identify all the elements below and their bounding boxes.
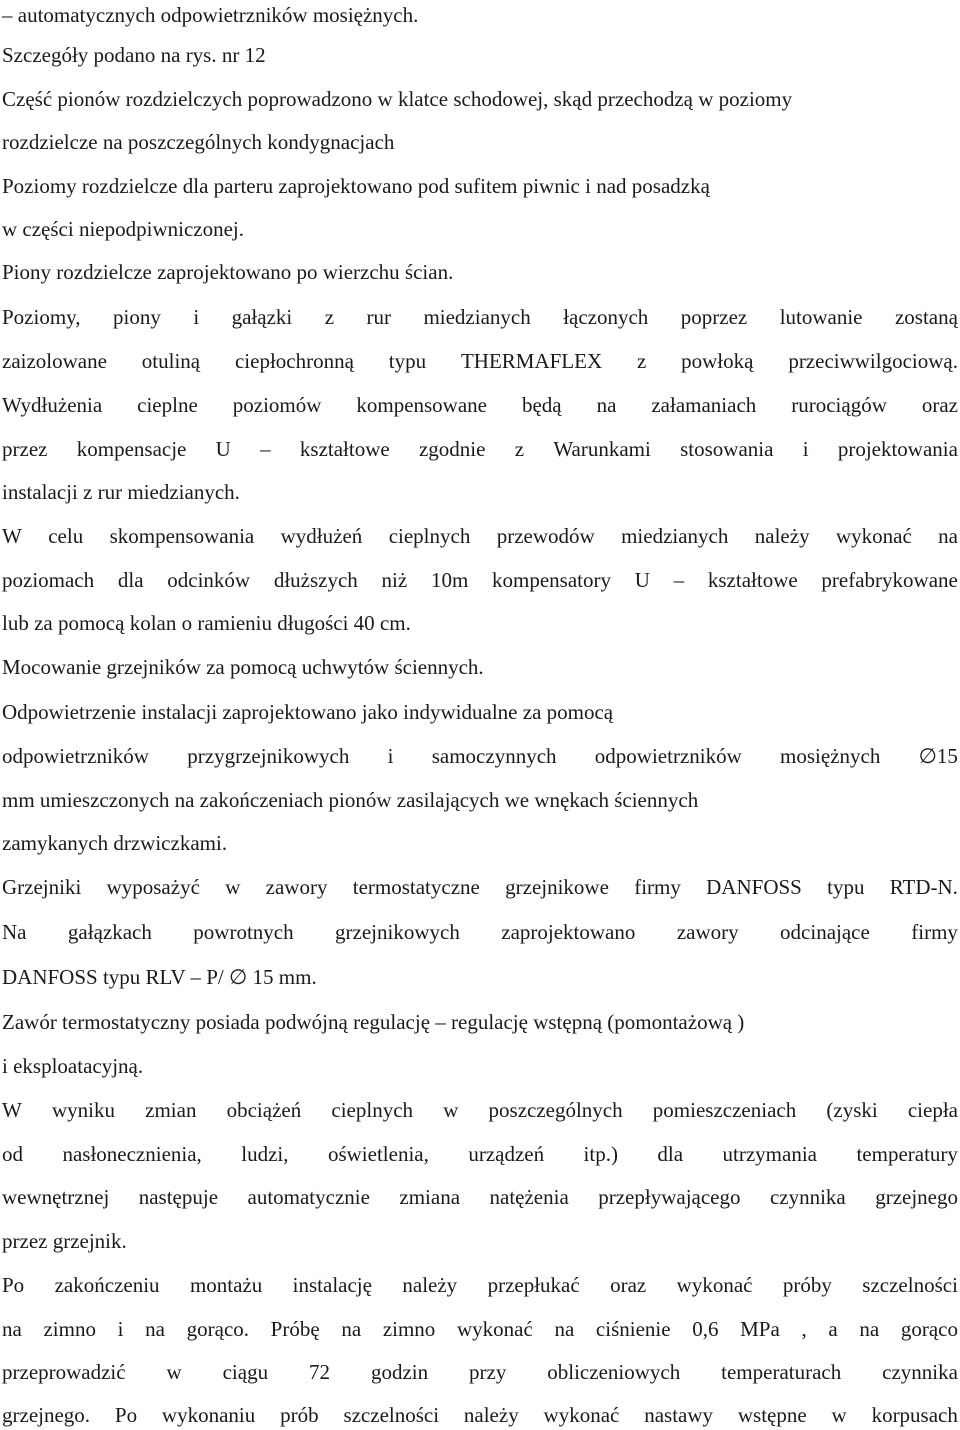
word: zaizolowane bbox=[2, 349, 107, 373]
text-line-justified bbox=[2, 1357, 958, 1387]
word: gałązki bbox=[231, 305, 293, 329]
word: samoczynnych bbox=[431, 744, 557, 768]
text-line: Zawór termostatyczny posiada podwójną regulację – regulację wstępną (pomontażową ) bbox=[2, 1010, 745, 1034]
word: celu bbox=[48, 524, 84, 548]
word: gałązkach bbox=[67, 920, 152, 944]
text-line-justified bbox=[2, 1095, 958, 1125]
word: na bbox=[859, 1317, 880, 1341]
word: Po bbox=[114, 1403, 138, 1427]
text-line-justified bbox=[2, 565, 958, 595]
word: niż bbox=[381, 568, 408, 592]
word: utrzymania bbox=[722, 1142, 817, 1166]
word: cieplne bbox=[137, 393, 198, 417]
word: Wydłużenia bbox=[2, 393, 103, 417]
text-line-justified bbox=[2, 521, 958, 551]
word: zawory bbox=[265, 875, 328, 899]
text-line: instalacji z rur miedzianych. bbox=[2, 480, 240, 504]
word: 72 bbox=[309, 1360, 331, 1384]
word: oraz bbox=[921, 393, 958, 417]
text-line-justified bbox=[2, 917, 958, 947]
text-line-justified bbox=[2, 872, 958, 902]
word: wykonać bbox=[676, 1273, 753, 1297]
word: grzejnikowych bbox=[335, 920, 460, 944]
word: MPa bbox=[740, 1317, 780, 1341]
word: ciśnienie bbox=[595, 1317, 671, 1341]
word: nastawy bbox=[644, 1403, 714, 1427]
word: piony bbox=[113, 305, 161, 329]
word: odcinków bbox=[167, 568, 251, 592]
text-line: Mocowanie grzejników za pomocą uchwytów ściennych. bbox=[2, 655, 484, 679]
word: czynnika bbox=[769, 1185, 846, 1209]
word: obciążeń bbox=[226, 1098, 302, 1122]
word: przepływającego bbox=[598, 1185, 741, 1209]
word: firmy bbox=[634, 875, 681, 899]
word: powłoką bbox=[681, 349, 754, 373]
word: w bbox=[166, 1360, 182, 1384]
word: poszczególnych bbox=[488, 1098, 623, 1122]
word: odcinające bbox=[780, 920, 870, 944]
text-line: DANFOSS typu RLV – P/ ∅ 15 mm. bbox=[2, 965, 317, 989]
word: skompensowania bbox=[109, 524, 255, 548]
word: rur bbox=[366, 305, 391, 329]
word: zostaną bbox=[894, 305, 958, 329]
word: przepłukać bbox=[487, 1273, 580, 1297]
word: wyposażyć bbox=[106, 875, 200, 899]
text-line: Część pionów rozdzielczych poprowadzono w klatce schodowej, skąd przechodzą w poziomy bbox=[2, 87, 793, 111]
text-line-justified bbox=[2, 434, 958, 464]
word: W bbox=[2, 1098, 22, 1122]
word: gorąco bbox=[900, 1317, 958, 1341]
word: na bbox=[341, 1317, 362, 1341]
word: ∅15 bbox=[918, 744, 958, 768]
word: zimno bbox=[382, 1317, 436, 1341]
word: zimno bbox=[43, 1317, 96, 1341]
word: kompensatory bbox=[492, 568, 611, 592]
word: firmy bbox=[911, 920, 958, 944]
word: będą bbox=[521, 393, 562, 417]
word: przeprowadzić bbox=[2, 1360, 126, 1384]
word: przeciwwilgociową. bbox=[788, 349, 958, 373]
word: poziomów bbox=[232, 393, 322, 417]
word: odpowietrzników bbox=[2, 744, 149, 768]
word: montażu bbox=[189, 1273, 263, 1297]
word: termostatyczne bbox=[352, 875, 480, 899]
text-line-justified bbox=[2, 1139, 958, 1169]
word: wykonać bbox=[456, 1317, 533, 1341]
word: i bbox=[193, 305, 200, 329]
word: przygrzejnikowych bbox=[187, 744, 350, 768]
text-line: Szczegóły podano na rys. nr 12 bbox=[2, 43, 266, 67]
word: na bbox=[596, 393, 617, 417]
text-line-justified bbox=[2, 1400, 958, 1430]
word: w bbox=[225, 875, 241, 899]
word: zmiana bbox=[399, 1185, 461, 1209]
text-line: przez grzejnik. bbox=[2, 1229, 127, 1253]
word: wydłużeń bbox=[280, 524, 363, 548]
word: ciepłochronną bbox=[234, 349, 354, 373]
text-line-justified bbox=[2, 1314, 958, 1344]
word: na bbox=[554, 1317, 575, 1341]
word: typu bbox=[827, 875, 865, 899]
word: wykonać bbox=[835, 524, 912, 548]
word: należy bbox=[463, 1403, 519, 1427]
word: wewnętrznej bbox=[2, 1185, 110, 1209]
word: THERMAFLEX bbox=[460, 349, 603, 373]
word: Próbę bbox=[270, 1317, 320, 1341]
word: gorąco. bbox=[186, 1317, 250, 1341]
word: urządzeń bbox=[468, 1142, 545, 1166]
word: Warunkami bbox=[553, 437, 651, 461]
word: oświetlenia, bbox=[327, 1142, 429, 1166]
word: przy bbox=[469, 1360, 507, 1384]
text-line-justified bbox=[2, 346, 958, 376]
text-line-justified bbox=[2, 1270, 958, 1300]
word: następuje bbox=[138, 1185, 219, 1209]
word: Po bbox=[2, 1273, 25, 1297]
word: należy bbox=[402, 1273, 458, 1297]
word: próby bbox=[782, 1273, 832, 1297]
text-line: i eksploatacyjną. bbox=[2, 1054, 144, 1078]
word: grzejnego bbox=[875, 1185, 958, 1209]
word: nasłonecznienia, bbox=[62, 1142, 202, 1166]
word: powrotnych bbox=[193, 920, 294, 944]
word: wykonać bbox=[543, 1403, 620, 1427]
word: , bbox=[801, 1317, 807, 1341]
word: załamaniach bbox=[651, 393, 757, 417]
word: prefabrykowane bbox=[821, 568, 958, 592]
word: obliczeniowych bbox=[547, 1360, 681, 1384]
word: przez bbox=[2, 437, 48, 461]
word: W bbox=[2, 524, 22, 548]
text-line: w części niepodpiwniczonej. bbox=[2, 217, 244, 241]
word: Na bbox=[2, 920, 27, 944]
word: oraz bbox=[610, 1273, 647, 1297]
word: Grzejniki bbox=[2, 875, 82, 899]
word: i bbox=[117, 1317, 124, 1341]
word: 0,6 bbox=[692, 1317, 719, 1341]
word: U bbox=[215, 437, 231, 461]
word: i bbox=[802, 437, 809, 461]
word: należy bbox=[754, 524, 810, 548]
word: RTD-N. bbox=[889, 875, 958, 899]
word: od bbox=[2, 1142, 23, 1166]
word: na bbox=[2, 1317, 22, 1341]
word: temperatury bbox=[856, 1142, 958, 1166]
text-line: mm umieszczonych na zakończeniach pionów zasilających we wnękach ściennych bbox=[2, 788, 699, 812]
word: na bbox=[938, 524, 958, 548]
text-line: Poziomy rozdzielcze dla parteru zaprojektowano pod sufitem piwnic i nad posadzką bbox=[2, 174, 710, 198]
word: kształtowe bbox=[299, 437, 390, 461]
word: a bbox=[828, 1317, 838, 1341]
word: rurociągów bbox=[791, 393, 887, 417]
word: pomieszczeniach bbox=[652, 1098, 797, 1122]
word: z bbox=[636, 349, 647, 373]
word: (zyski bbox=[826, 1098, 878, 1122]
word: wyniku bbox=[51, 1098, 115, 1122]
word: odpowietrzników bbox=[594, 744, 742, 768]
word: zgodnie bbox=[418, 437, 486, 461]
word: grzejnikowe bbox=[505, 875, 609, 899]
word: dla bbox=[657, 1142, 684, 1166]
word: projektowania bbox=[837, 437, 958, 461]
word: prób bbox=[280, 1403, 319, 1427]
word: otuliną bbox=[141, 349, 201, 373]
word: automatycznie bbox=[247, 1185, 370, 1209]
word: ciepła bbox=[907, 1098, 958, 1122]
text-line-justified bbox=[2, 1182, 958, 1212]
word: czynnika bbox=[882, 1360, 958, 1384]
word: z bbox=[324, 305, 335, 329]
word: zawory bbox=[676, 920, 739, 944]
word: kształtowe bbox=[707, 568, 798, 592]
word: łączonych bbox=[563, 305, 649, 329]
word: zaprojektowano bbox=[501, 920, 636, 944]
word: w bbox=[831, 1403, 847, 1427]
word: szczelności bbox=[862, 1273, 958, 1297]
word: natężenia bbox=[489, 1185, 569, 1209]
word: cieplnych bbox=[331, 1098, 414, 1122]
word: szczelności bbox=[343, 1403, 440, 1427]
word: zmian bbox=[145, 1098, 197, 1122]
word: stosowania bbox=[680, 437, 774, 461]
word: zakończeniu bbox=[54, 1273, 160, 1297]
word: miedzianych bbox=[621, 524, 729, 548]
text-line-justified bbox=[2, 741, 958, 771]
word: grzejnego. bbox=[2, 1403, 91, 1427]
text-line: Odpowietrzenie instalacji zaprojektowano jako indywidualne za pomocą bbox=[2, 700, 614, 724]
word: miedzianych bbox=[423, 305, 531, 329]
word: temperaturach bbox=[721, 1360, 842, 1384]
word: wykonaniu bbox=[161, 1403, 256, 1427]
word: ciągu bbox=[222, 1360, 269, 1384]
word: lutowanie bbox=[779, 305, 863, 329]
text-line: Piony rozdzielcze zaprojektowano po wierzchu ścian. bbox=[2, 260, 454, 284]
word: i bbox=[387, 744, 394, 768]
word: korpusach bbox=[871, 1403, 958, 1427]
word: DANFOSS bbox=[706, 875, 802, 899]
word: cieplnych bbox=[388, 524, 471, 548]
word: z bbox=[514, 437, 525, 461]
text-line-justified bbox=[2, 390, 958, 420]
word: – bbox=[260, 437, 271, 461]
word: na bbox=[145, 1317, 165, 1341]
word: w bbox=[443, 1098, 459, 1122]
word: godzin bbox=[370, 1360, 429, 1384]
word: typu bbox=[388, 349, 427, 373]
word: mosiężnych bbox=[780, 744, 881, 768]
word: instalację bbox=[292, 1273, 372, 1297]
word: kompensacje bbox=[76, 437, 187, 461]
word: poprzez bbox=[680, 305, 748, 329]
word: Poziomy, bbox=[2, 305, 81, 329]
word: 10m bbox=[430, 568, 469, 592]
text-line-justified bbox=[2, 302, 958, 332]
word: dłuższych bbox=[273, 568, 358, 592]
word: itp.) bbox=[583, 1142, 618, 1166]
word: poziomach bbox=[2, 568, 95, 592]
word: U bbox=[634, 568, 650, 592]
word: wstępne bbox=[737, 1403, 807, 1427]
text-line: rozdzielcze na poszczególnych kondygnacjach bbox=[2, 130, 395, 154]
word: przewodów bbox=[496, 524, 595, 548]
word: ludzi, bbox=[241, 1142, 289, 1166]
text-line: lub za pomocą kolan o ramieniu długości 40 cm. bbox=[2, 611, 411, 635]
word: kompensowane bbox=[356, 393, 487, 417]
text-line: – automatycznych odpowietrzników mosiężnych. bbox=[2, 3, 419, 27]
word: dla bbox=[117, 568, 144, 592]
text-line: zamykanych drzwiczkami. bbox=[2, 831, 228, 855]
word: – bbox=[673, 568, 685, 592]
